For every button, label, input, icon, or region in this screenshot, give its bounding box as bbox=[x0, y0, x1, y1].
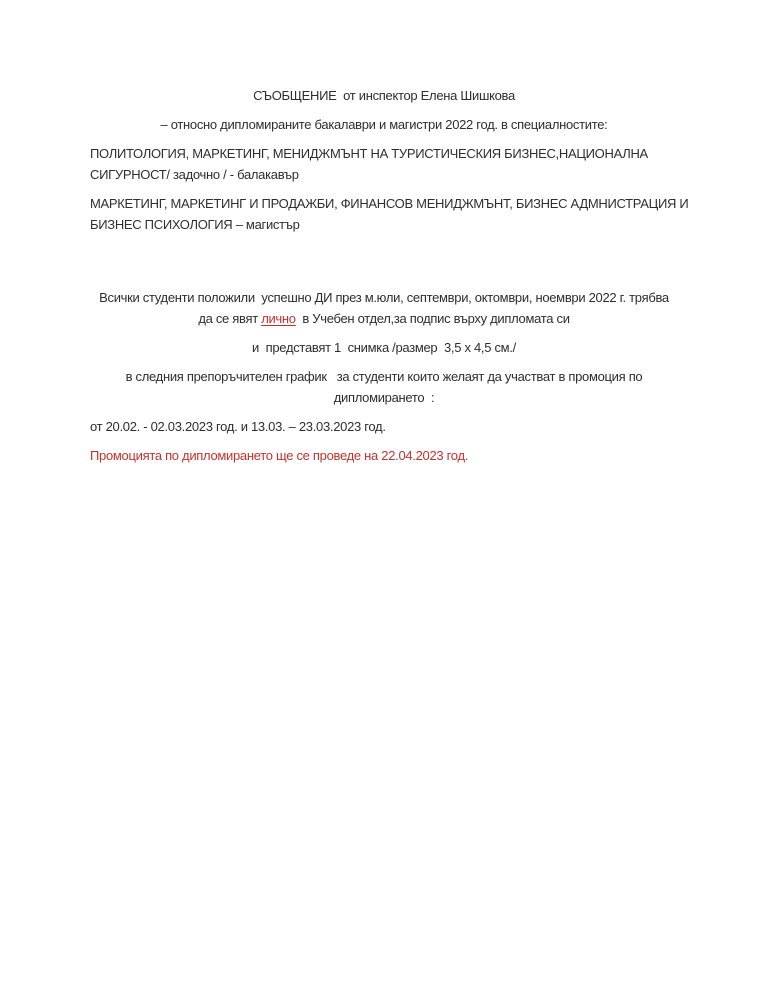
lichno-emphasis: лично bbox=[261, 311, 296, 326]
schedule-dates-line: от 20.02. - 02.03.2023 год. и 13.03. – 23.03.2023 год. bbox=[90, 419, 386, 434]
attendance-line2 bbox=[90, 308, 678, 329]
bachelor-specialties-paragraph bbox=[90, 143, 678, 185]
attendance-line1: Всички студенти положили успешно ДИ през м.юли, септември, октомври, ноември 2022 г. трябва bbox=[99, 290, 669, 305]
notice-title: СЪОБЩЕНИЕ от инспектор Елена Шишкова bbox=[253, 88, 515, 103]
notice-subtitle: – относно дипломираните бакалаври и магистри 2022 год. в специалностите: bbox=[160, 117, 608, 132]
schedule-intro-line2: дипломирането : bbox=[333, 390, 435, 405]
promotion-date-line: Промоцията по дипломирането ще се проведе на 22.04.2023 год. bbox=[90, 448, 469, 463]
bachelor-specialties-line1: ПОЛИТОЛОГИЯ, МАРКЕТИНГ, МЕНИДЖМЪНТ НА ТУРИСТИЧЕСКИЯ БИЗНЕС,НАЦИОНАЛНА bbox=[90, 146, 648, 161]
attendance-line2-after: в Учебен отдел,за подпис върху дипломата си bbox=[295, 311, 570, 326]
attendance-paragraph bbox=[90, 287, 678, 329]
schedule-intro-line1: в следния препоръчителен график за студенти които желаят да участват в промоция по bbox=[125, 369, 643, 384]
blank-gap bbox=[90, 243, 678, 287]
attendance-line2-before: да се явят bbox=[198, 311, 262, 326]
photo-requirement-line: и представят 1 снимка /размер 3,5 х 4,5 см./ bbox=[252, 340, 516, 355]
schedule-intro-paragraph bbox=[90, 366, 678, 408]
bachelor-specialties-line2: СИГУРНОСТ/ задочно / - балакавър bbox=[90, 167, 299, 182]
notice-document bbox=[0, 0, 768, 466]
master-specialties-line1: МАРКЕТИНГ, МАРКЕТИНГ И ПРОДАЖБИ, ФИНАНСОВ МЕНИДЖМЪНТ, БИЗНЕС АДМНИСТРАЦИЯ И bbox=[90, 196, 689, 211]
master-specialties-paragraph bbox=[90, 193, 689, 235]
master-specialties-line2: БИЗНЕС ПСИХОЛОГИЯ – магистър bbox=[90, 217, 300, 232]
